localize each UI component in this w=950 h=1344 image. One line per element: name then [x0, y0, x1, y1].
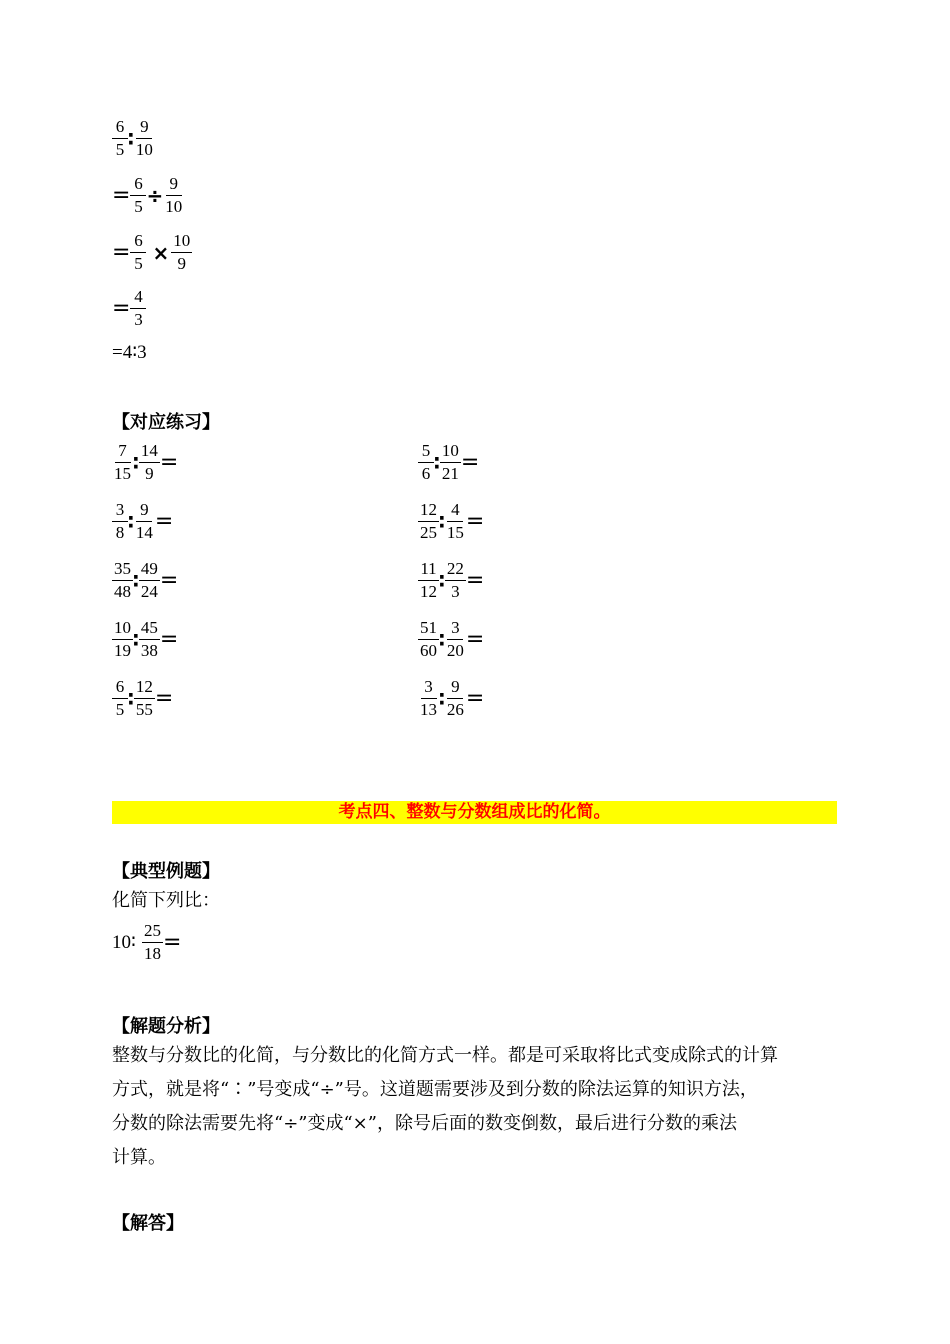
whole-number-term: 10∶ — [112, 932, 136, 953]
equals-sign: = — [465, 567, 485, 593]
practice-problem — [112, 618, 178, 661]
analysis-heading: 【解题分析】 — [112, 1016, 220, 1037]
example-expression — [112, 921, 181, 964]
denominator: 38 — [140, 641, 158, 660]
practice-problem — [418, 500, 484, 543]
numerator: 14 — [139, 441, 160, 463]
practice-problem — [112, 500, 173, 543]
practice-problem — [418, 677, 484, 720]
numerator: 10 — [171, 231, 192, 253]
colon-operator: ∶ — [128, 509, 134, 534]
numerator: 49 — [139, 559, 160, 581]
analysis-line: 整数与分数比的化简，与分数比的化简方式一样。都是可采取将比式变成除式的计算 — [112, 1045, 778, 1066]
fraction — [418, 677, 439, 720]
numerator: 6 — [112, 677, 128, 699]
practice-problem — [418, 441, 479, 484]
fraction — [112, 500, 128, 543]
denominator: 18 — [143, 944, 161, 963]
section-banner: 考点四、整数与分数组成比的化简。 — [112, 801, 837, 824]
denominator: 19 — [114, 641, 131, 660]
fraction — [112, 618, 133, 661]
numerator: 12 — [418, 500, 439, 522]
fraction — [139, 441, 160, 484]
numerator: 35 — [112, 559, 133, 581]
equals-sign: = — [159, 449, 179, 475]
numerator: 5 — [418, 441, 434, 463]
denominator: 15 — [446, 523, 464, 542]
denominator: 20 — [446, 641, 464, 660]
equals-sign: = — [154, 508, 174, 534]
analysis-line: 分数的除法需要先将“÷”变成“×”，除号后面的数变倒数，最后进行分数的乘法 — [112, 1113, 737, 1134]
work-line-3 — [112, 231, 192, 274]
numerator: 45 — [139, 618, 160, 640]
numerator: 10 — [440, 441, 461, 463]
fraction — [418, 618, 439, 661]
work-line-2 — [112, 174, 184, 217]
fraction — [134, 677, 155, 720]
work-line-1 — [112, 117, 155, 160]
equals-sign: = — [112, 182, 131, 208]
fraction — [139, 618, 160, 661]
denominator: 10 — [165, 197, 183, 216]
numerator: 51 — [418, 618, 439, 640]
practice-problem — [418, 559, 484, 602]
numerator: 25 — [142, 921, 163, 943]
analysis-line: 方式，就是将“∶”号变成“÷”号。这道题需要涉及到分数的除法运算的知识方法， — [112, 1079, 758, 1100]
numerator: 6 — [130, 231, 146, 253]
fraction — [418, 500, 439, 543]
equals-sign: = — [159, 626, 179, 652]
fraction — [171, 231, 192, 274]
fraction — [142, 921, 163, 964]
work-line-5: =4∶3 — [112, 342, 147, 363]
fraction — [134, 500, 155, 543]
denominator: 60 — [420, 641, 437, 660]
denominator: 13 — [420, 700, 437, 719]
fraction — [130, 174, 146, 217]
example-heading: 【典型例题】 — [112, 861, 220, 882]
numerator: 3 — [112, 500, 128, 522]
equals-sign: = — [159, 567, 179, 593]
divide-operator: ÷ — [146, 183, 164, 208]
fraction — [445, 618, 466, 661]
denominator: 3 — [134, 310, 143, 329]
colon-operator: ∶ — [128, 686, 134, 711]
numerator: 3 — [447, 618, 463, 640]
numerator: 11 — [418, 559, 438, 581]
colon-operator: ∶ — [439, 627, 445, 652]
practice-problem — [112, 441, 178, 484]
equals-sign: = — [154, 685, 174, 711]
denominator: 15 — [114, 464, 131, 483]
denominator: 5 — [115, 700, 125, 719]
denominator: 24 — [140, 582, 158, 601]
numerator: 6 — [112, 117, 128, 139]
fraction — [440, 441, 461, 484]
denominator: 55 — [135, 700, 153, 719]
denominator: 9 — [177, 254, 186, 273]
fraction — [418, 441, 434, 484]
numerator: 7 — [115, 441, 131, 463]
analysis-line: 计算。 — [112, 1147, 166, 1168]
denominator: 3 — [451, 582, 460, 601]
fraction — [445, 500, 466, 543]
colon-operator: ∶ — [439, 568, 445, 593]
fraction — [112, 559, 133, 602]
practice-problem — [112, 559, 178, 602]
numerator: 6 — [130, 174, 146, 196]
multiply-operator: × — [152, 240, 170, 265]
analysis-paragraph — [112, 1039, 842, 1175]
equals-sign: = — [465, 685, 485, 711]
numerator: 9 — [136, 117, 152, 139]
equals-sign: = — [460, 449, 480, 475]
denominator: 14 — [135, 523, 153, 542]
colon-operator: ∶ — [439, 686, 445, 711]
numerator: 22 — [445, 559, 466, 581]
fraction — [134, 117, 155, 160]
fraction — [139, 559, 160, 602]
colon-operator: ∶ — [439, 509, 445, 534]
numerator: 4 — [447, 500, 463, 522]
denominator: 26 — [446, 700, 464, 719]
fraction — [112, 677, 128, 720]
equals-sign: = — [465, 508, 485, 534]
colon-operator: ∶ — [128, 126, 134, 151]
colon-operator: ∶ — [434, 450, 440, 475]
denominator: 5 — [115, 140, 125, 159]
denominator: 25 — [420, 523, 437, 542]
equals-sign: = — [112, 239, 131, 265]
numerator: 9 — [447, 677, 463, 699]
numerator: 12 — [134, 677, 155, 699]
numerator: 10 — [112, 618, 133, 640]
numerator: 4 — [130, 287, 146, 309]
denominator: 21 — [441, 464, 459, 483]
fraction — [112, 441, 133, 484]
equals-sign: = — [112, 295, 131, 321]
practice-problem — [112, 677, 173, 720]
denominator: 6 — [421, 464, 431, 483]
example-prompt: 化简下列比： — [112, 890, 220, 911]
denominator: 9 — [145, 464, 154, 483]
denominator: 5 — [134, 197, 143, 216]
numerator: 3 — [421, 677, 437, 699]
fraction — [163, 174, 184, 217]
fraction — [445, 559, 466, 602]
colon-operator: ∶ — [133, 450, 139, 475]
fraction — [445, 677, 466, 720]
numerator: 9 — [166, 174, 182, 196]
answer-heading: 【解答】 — [112, 1213, 184, 1234]
work-line-4 — [112, 287, 146, 330]
fraction — [418, 559, 439, 602]
fraction — [130, 287, 146, 330]
practice-heading: 【对应练习】 — [112, 412, 220, 433]
colon-operator: ∶ — [133, 568, 139, 593]
practice-problem — [418, 618, 484, 661]
denominator: 8 — [115, 523, 125, 542]
equals-sign: = — [162, 929, 182, 955]
numerator: 9 — [136, 500, 152, 522]
equals-sign: = — [465, 626, 485, 652]
denominator: 5 — [134, 254, 143, 273]
denominator: 12 — [420, 582, 437, 601]
denominator: 48 — [114, 582, 131, 601]
fraction — [112, 117, 128, 160]
colon-operator: ∶ — [133, 627, 139, 652]
fraction — [130, 231, 146, 274]
denominator: 10 — [135, 140, 153, 159]
